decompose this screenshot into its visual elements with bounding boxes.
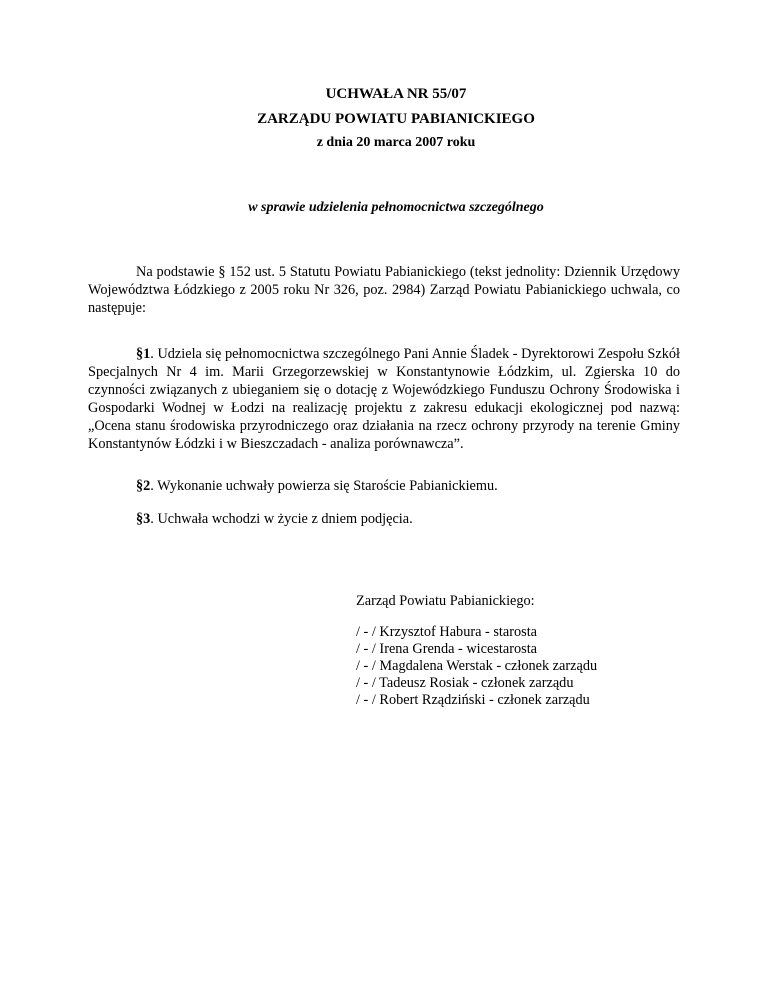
legal-basis-text: Na podstawie § 152 ust. 5 Statutu Powiatu Pabianickiego (tekst jednolity: Dziennik Urzędowy Województwa Łódzkiego z 2005 roku Nr 326, poz. 2984) Zarząd Powiatu Pabianickiego uchwala, co następuje: [88, 264, 680, 316]
signature-member: / - / Robert Rządziński - członek zarządu [356, 692, 590, 708]
paragraph-1-number: §1 [136, 346, 151, 362]
paragraph-1-text: . Udziela się pełnomocnictwa szczególnego Pani Annie Śladek - Dyrektorowi Zespołu Szkół Specjalnych Nr 4 im. Marii Grzegorzewskiej w Konstantynowie Łódzkim, ul. Zgierska 10 do czynności związanych z ubieganiem się o dotację z Wojewódzkiego Funduszu Ochrony Środowiska i Gospodarki Wodnej w Łodzi na realizację projektu z zakresu edukacji ekologicznej pod nazwą: „Ocena stanu środowiska przyrodniczego oraz działania na rzecz ochrony przyrody na terenie Gminy Konstantynów Łódzki i w Bieszczadach - analiza porównawcza”. [88, 346, 680, 452]
legal-basis-paragraph [88, 263, 680, 317]
paragraph-3-text: . Uchwała wchodzi w życie z dniem podjęcia. [150, 511, 413, 527]
signature-member: / - / Krzysztof Habura - starosta [356, 624, 538, 640]
paragraph-3 [136, 510, 696, 528]
signature-member: / - / Tadeusz Rosiak - członek zarządu [356, 675, 574, 691]
resolution-number: UCHWAŁA NR 55/07 [325, 86, 467, 102]
resolution-subject: w sprawie udzielenia pełnomocnictwa szczególnego [248, 200, 544, 215]
signature-title: Zarząd Powiatu Pabianickiego: [356, 593, 535, 609]
paragraph-2-text: . Wykonanie uchwały powierza się Staroście Pabianickiemu. [150, 478, 498, 494]
resolution-date: z dnia 20 marca 2007 roku [316, 135, 476, 150]
paragraph-2-number: §2 [136, 478, 151, 494]
signature-list [356, 624, 696, 709]
paragraph-2 [136, 477, 696, 495]
paragraph-3-number: §3 [136, 511, 151, 527]
issuing-body: ZARZĄDU POWIATU PABIANICKIEGO [257, 111, 535, 127]
paragraph-1 [88, 345, 680, 453]
signature-member: / - / Irena Grenda - wicestarosta [356, 641, 538, 657]
signature-member: / - / Magdalena Werstak - członek zarządu [356, 658, 598, 674]
